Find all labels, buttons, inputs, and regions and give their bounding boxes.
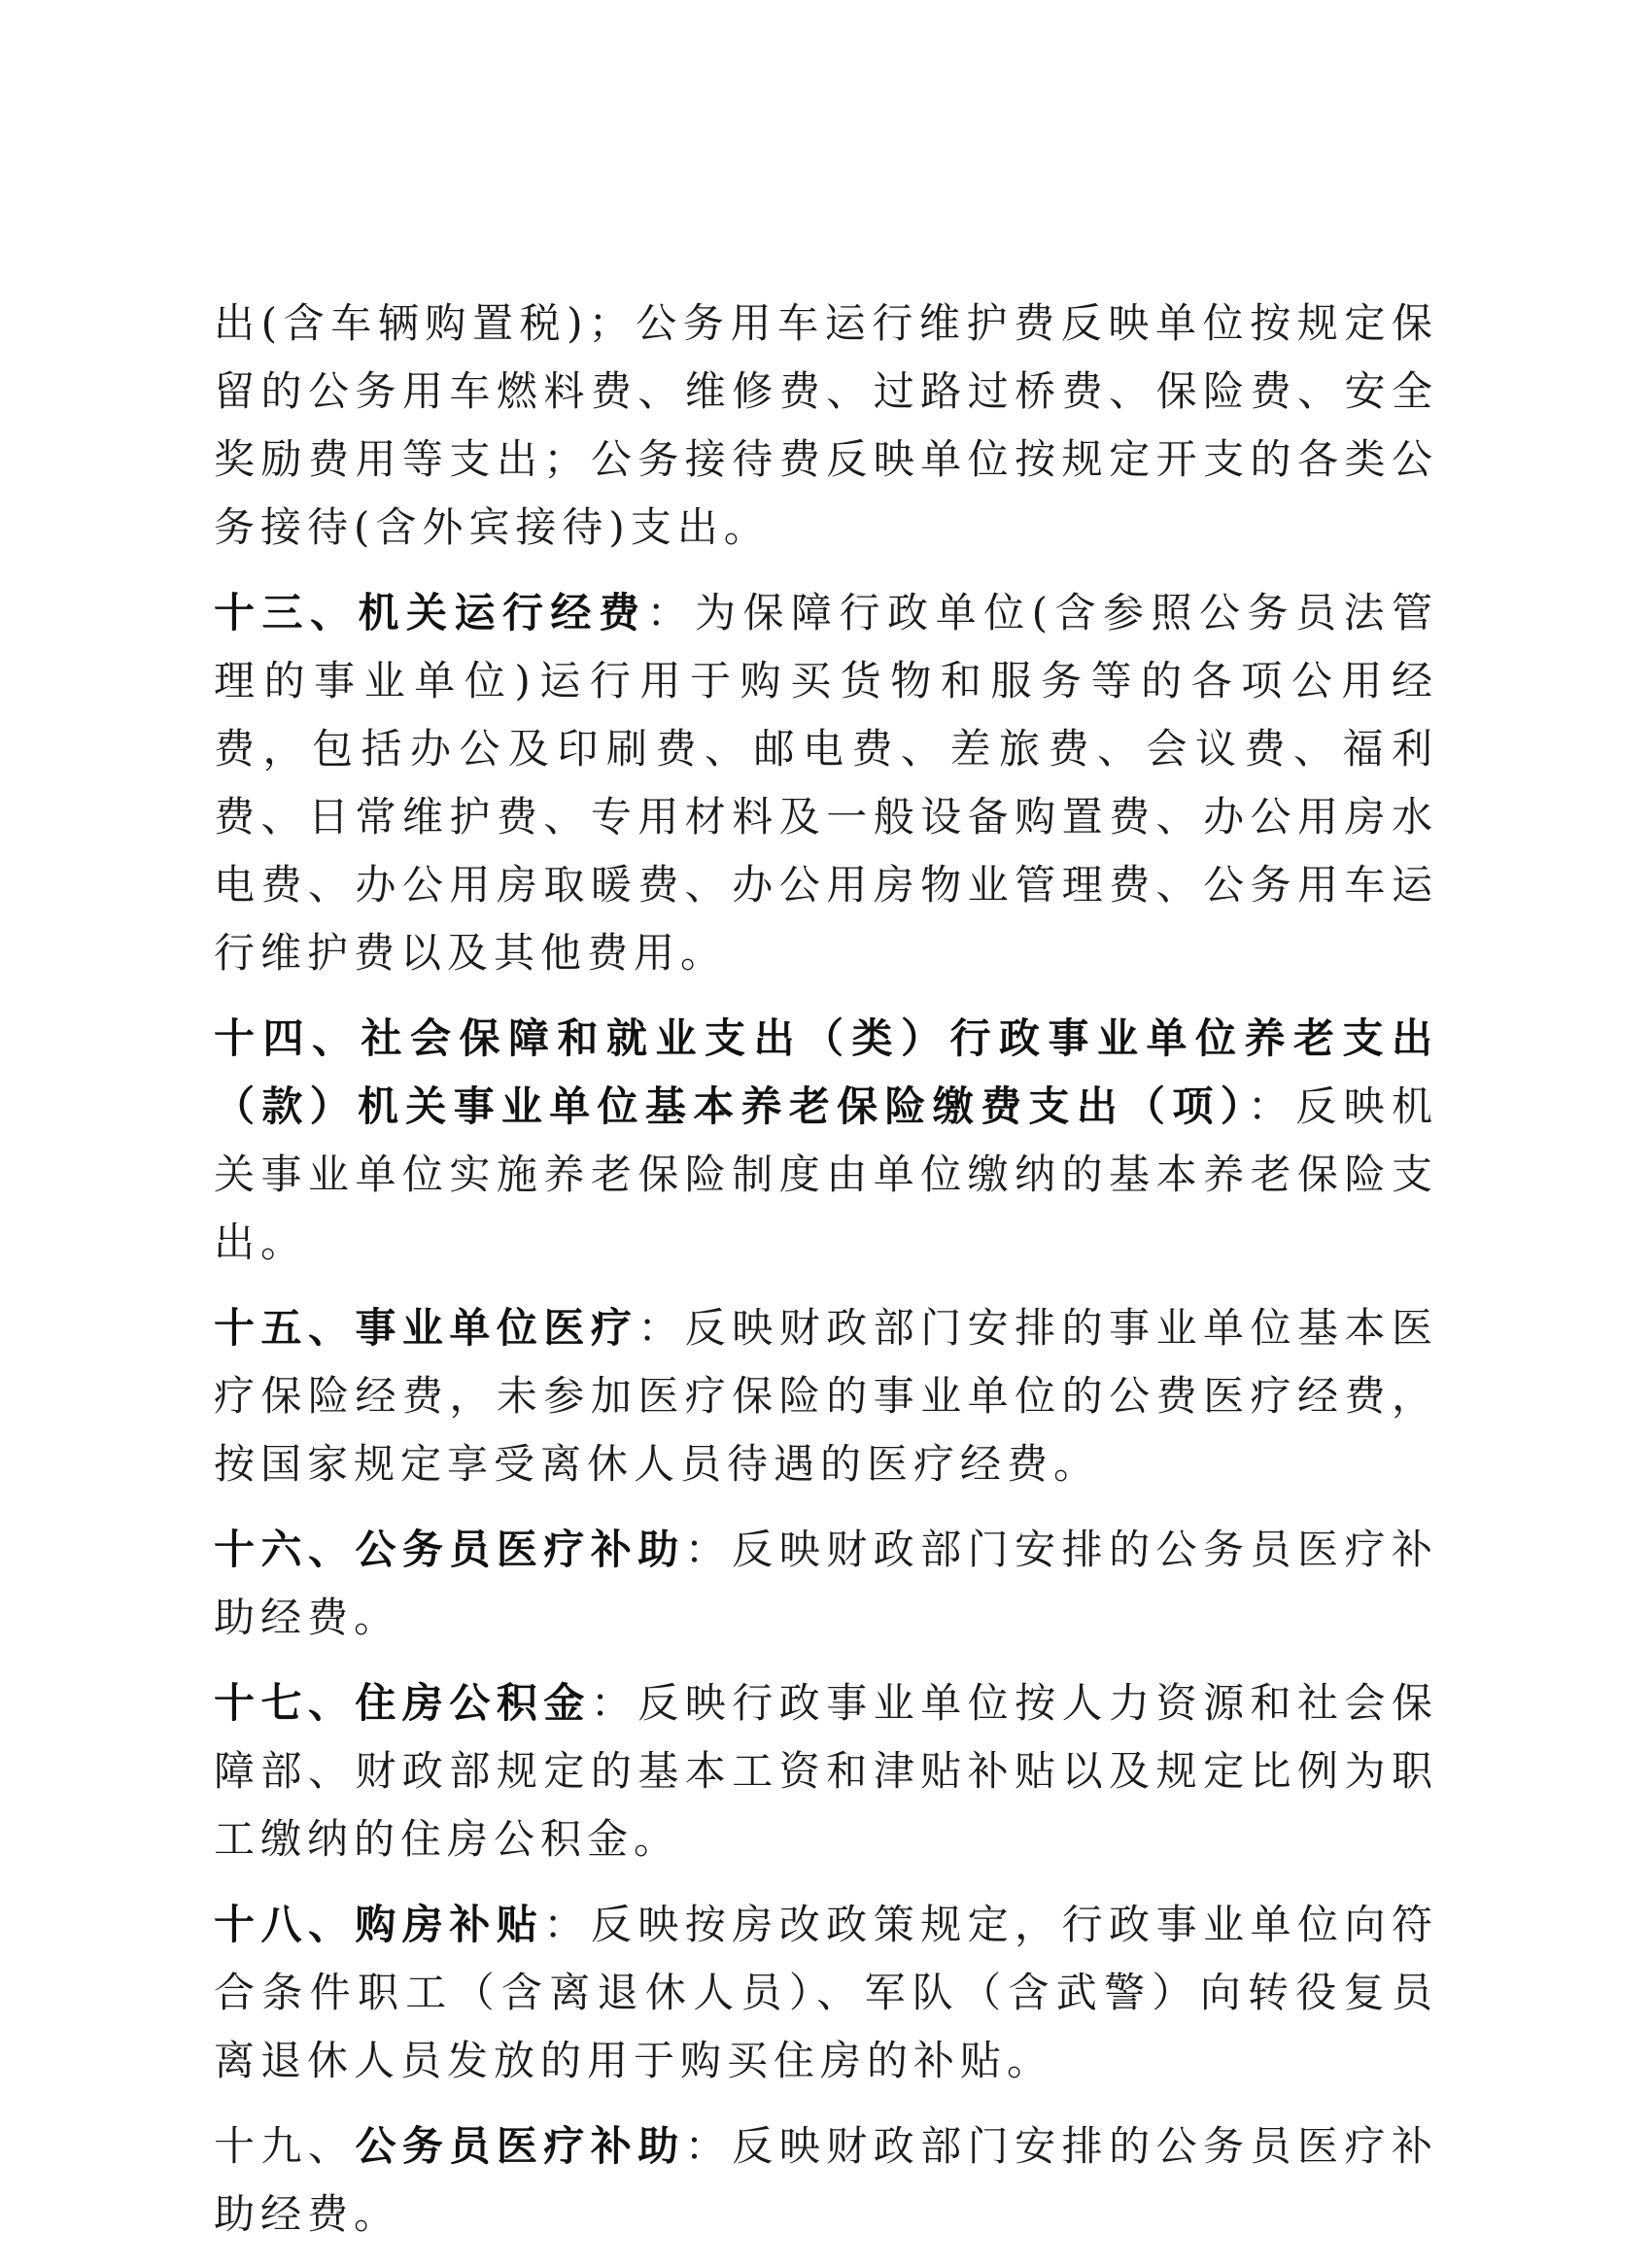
paragraph-text: ：反映按房改政策规定，行政事业单位向符合条件职工（含离退休人员）、军队（含武警）向转役复员离退休人员发放的用于购买住房的补贴。 [214,1901,1438,2084]
document-page [214,290,1438,2266]
paragraph-item-19 [214,2112,1438,2249]
paragraph-heading: 十四、社会保障和就业支出（类）行政事业单位养老支出（款）机关事业单位基本养老保险缴费支出（项） [214,1014,1438,1130]
paragraph-text: ：反映行政事业单位按人力资源和社会保障部、财政部规定的基本工资和津贴补贴以及规定比例为职工缴纳的住房公积金。 [214,1679,1438,1863]
paragraph-text: 出(含车辆购置税)；公务用车运行维护费反映单位按规定保留的公务用车燃料费、维修费、过路过桥费、保险费、安全奖励费用等支出；公务接待费反映单位按规定开支的各类公务接待(含外宾接待)支出。 [214,299,1438,551]
paragraph-heading: 十八、购房补贴 [214,1901,544,1948]
paragraph-item-17 [214,1669,1438,1873]
paragraph-text: ：反映机关事业单位实施养老保险制度由单位缴纳的基本养老保险支出。 [214,1082,1438,1266]
paragraph-heading: 十七、住房公积金 [214,1679,591,1727]
paragraph-continuation [214,290,1438,562]
paragraph-text: ：反映财政部门安排的公务员医疗补助经费。 [214,1526,1438,1641]
paragraph-heading: 十六、公务员医疗补助 [214,1526,685,1573]
paragraph-heading: 十三、机关运行经费 [214,589,647,636]
paragraph-number: 十九、 [214,2122,356,2170]
paragraph-text: ：反映财政部门安排的公务员医疗补助经费。 [214,2122,1438,2238]
paragraph-text: ：为保障行政单位(含参照公务员法管理的事业单位)运行用于购买货物和服务等的各项公用经费，包括办公及印刷费、邮电费、差旅费、会议费、福利费、日常维护费、专用材料及一般设备购置费、办公用房水电费、办公用房取暖费、办公用房物业管理费、公务用车运行维护费以及其他费用。 [214,589,1438,977]
paragraph-heading: 十五、事业单位医疗 [214,1304,638,1352]
paragraph-heading: 公务员医疗补助 [355,2122,685,2170]
paragraph-item-14 [214,1005,1438,1277]
paragraph-item-18 [214,1891,1438,2095]
paragraph-text: ：反映财政部门安排的事业单位基本医疗保险经费，未参加医疗保险的事业单位的公费医疗经费，按国家规定享受离休人员待遇的医疗经费。 [214,1304,1438,1488]
paragraph-item-16 [214,1516,1438,1652]
paragraph-item-15 [214,1294,1438,1498]
paragraph-item-13 [214,579,1438,987]
